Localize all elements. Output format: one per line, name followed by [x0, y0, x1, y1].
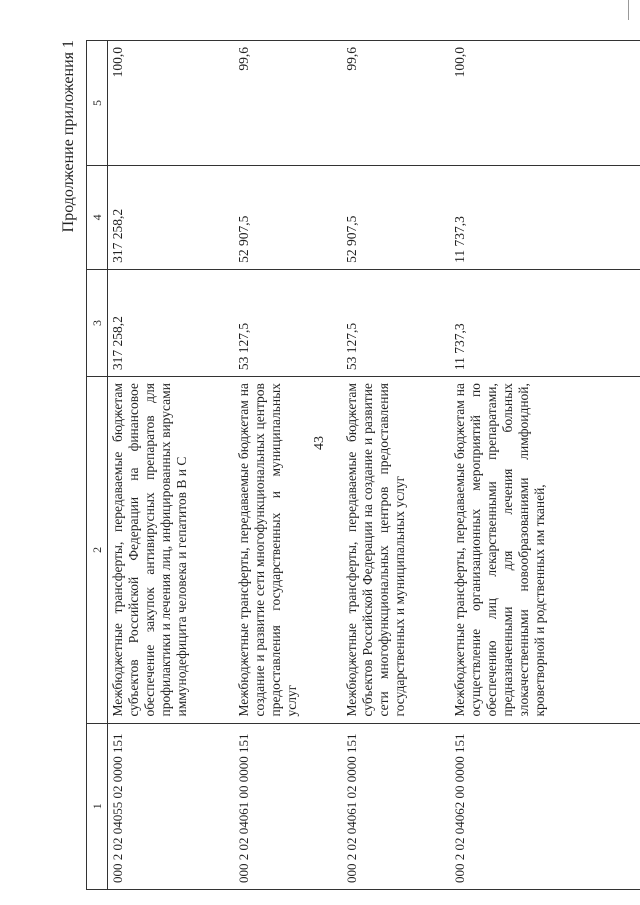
- row-code: 000 2 02 04062 00 0000 151: [450, 723, 640, 889]
- row-description: Межбюджетные трансферты, передаваемые бюджетам на создание и развитие сети многофункциональных центров предоставления государственных и муниципальных услуг: [234, 377, 342, 723]
- row-col3-value: 53 127,5: [234, 269, 342, 376]
- row-col4-value: 52 907,5: [234, 165, 342, 269]
- budget-table: [86, 40, 640, 890]
- table-row: [342, 41, 450, 890]
- table-header-row: [87, 41, 108, 890]
- row-code: 000 2 02 04061 00 0000 151: [234, 723, 342, 889]
- scan-edge-mark: [628, 0, 629, 20]
- row-col4-value: 11 737,3: [450, 165, 640, 269]
- row-col4-value: 317 258,2: [108, 165, 235, 269]
- row-col5-value: 100,0: [450, 41, 640, 166]
- appendix-caption: Продолжение приложения 1: [60, 40, 77, 233]
- row-col3-value: 53 127,5: [342, 269, 450, 376]
- header-col-1: 1: [87, 723, 108, 889]
- table-row: [108, 41, 235, 890]
- header-col-3: 3: [87, 269, 108, 376]
- row-col5-value: 99,6: [234, 41, 342, 166]
- table-row: [234, 41, 342, 890]
- row-description: Межбюджетные трансферты, передаваемые бюджетам на осуществление организационных мероприятий по обеспечению лиц лекарственными препаратами, предназначенными для лечения больных злокачественными новообразованиями лимфоидной, кроветворной и родственных им тканей,: [450, 377, 640, 723]
- header-col-4: 4: [87, 165, 108, 269]
- row-code: 000 2 02 04061 02 0000 151: [342, 723, 450, 889]
- page-number-text: 43: [312, 436, 327, 450]
- row-col4-value: 52 907,5: [342, 165, 450, 269]
- row-description: Межбюджетные трансферты, передаваемые бюджетам субъектов Российской Федерации на финансовое обеспечение закупок антивирусных препаратов для профилактики и лечения лиц, инфицированных вирусами иммунодефицита человека и гепатитов В и С: [108, 377, 235, 723]
- header-col-5: 5: [87, 41, 108, 166]
- row-code: 000 2 02 04055 02 0000 151: [108, 723, 235, 889]
- row-col3-value: 11 737,3: [450, 269, 640, 376]
- table-row: [450, 41, 640, 890]
- row-col5-value: 99,6: [342, 41, 450, 166]
- row-col5-value: 100,0: [108, 41, 235, 166]
- row-col3-value: 317 258,2: [108, 269, 235, 376]
- header-col-2: 2: [87, 377, 108, 723]
- document-table-block: [60, 40, 640, 890]
- row-description: Межбюджетные трансферты, передаваемые бюджетам субъектов Российской Федерации на создание и развитие сети многофункциональных центров предоставления государственных и муниципальных услуг: [342, 377, 450, 723]
